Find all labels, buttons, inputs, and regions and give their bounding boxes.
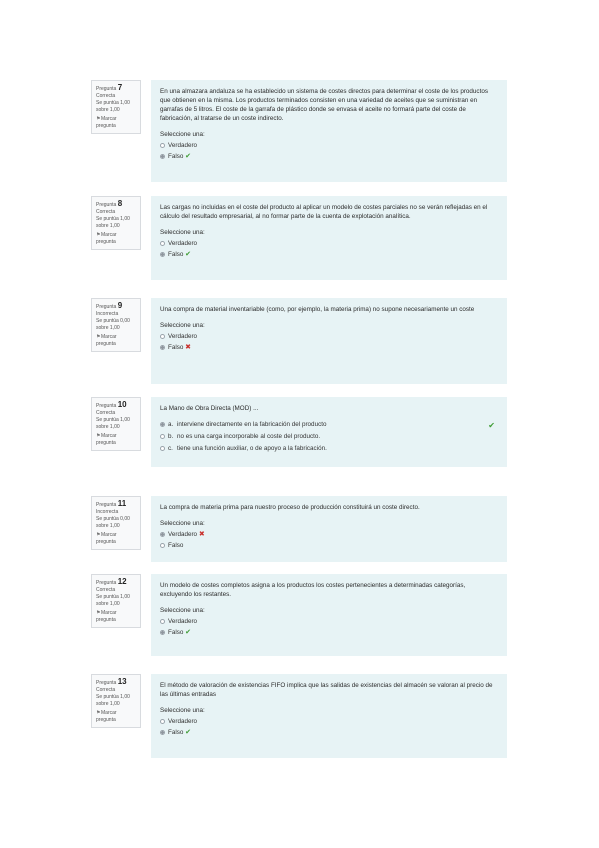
question-score: Se puntúa 1,00 sobre 1,00	[96, 417, 130, 430]
radio-button[interactable]	[160, 446, 165, 451]
question-text: Una compra de material inventariable (como, por ejemplo, la materia prima) no supone necesariamente un coste	[160, 306, 475, 313]
question-status: Correcta	[96, 587, 116, 593]
question-text: El método de valoración de existencias FIFO implica que las salidas de existencias del almacén se valoran al precio de las últimas entradas	[160, 682, 493, 698]
flag-question-link[interactable]: ⚑Marcar pregunta	[96, 334, 117, 347]
select-one-label: Seleccione una:	[160, 131, 205, 138]
question-status: Correcta	[96, 209, 116, 215]
option-falso[interactable]: Falso ✔	[160, 152, 498, 161]
check-icon: ✔	[488, 421, 495, 430]
question-status: Incorrecta	[96, 509, 119, 515]
select-one-label: Seleccione una:	[160, 322, 205, 329]
question-text: La Mano de Obra Directa (MOD) ...	[160, 405, 259, 412]
flag-question-link[interactable]: ⚑Marcar pregunta	[96, 710, 117, 723]
flag-question-link[interactable]: ⚑Marcar pregunta	[96, 610, 117, 623]
question-info	[91, 298, 141, 352]
flag-icon: ⚑	[96, 334, 101, 340]
question-score: Se puntúa 0,00 sobre 1,00	[96, 516, 130, 529]
question-info	[91, 496, 141, 550]
radio-button-selected[interactable]	[160, 730, 165, 735]
radio-button-selected[interactable]	[160, 252, 165, 257]
question-number: Pregunta 9	[96, 301, 123, 310]
question-number: Pregunta 7	[96, 83, 123, 92]
option-verdadero[interactable]: Verdadero	[160, 141, 498, 150]
question-score: Se puntúa 1,00 sobre 1,00	[96, 216, 130, 229]
check-icon: ✔	[185, 153, 192, 160]
option-verdadero[interactable]: Verdadero	[160, 617, 498, 626]
option-a[interactable]: a. interviene directamente en la fabricación del producto	[160, 420, 498, 429]
radio-button[interactable]	[160, 241, 165, 246]
option-falso[interactable]: Falso ✔	[160, 728, 498, 737]
question-info	[91, 574, 141, 628]
question-number: Pregunta 12	[96, 577, 127, 586]
question-content	[151, 574, 507, 656]
question-score: Se puntúa 1,00 sobre 1,00	[96, 100, 130, 113]
option-verdadero[interactable]: Verdadero	[160, 717, 498, 726]
radio-button-selected[interactable]	[160, 345, 165, 350]
question-content	[151, 80, 507, 182]
flag-question-link[interactable]: ⚑Marcar pregunta	[96, 116, 117, 129]
option-falso[interactable]: Falso ✔	[160, 628, 498, 637]
check-icon: ✔	[185, 729, 192, 736]
option-verdadero[interactable]: Verdadero	[160, 332, 498, 341]
question-status: Correcta	[96, 687, 116, 693]
question-status: Incorrecta	[96, 311, 119, 317]
question-text: Las cargas no incluidas en el coste del producto al aplicar un modelo de costes parciales no se verán reflejadas en el cálculo del resultado empresarial, al no formar parte de la cuenta de explotación analítica.	[160, 204, 488, 220]
option-falso[interactable]: Falso ✖	[160, 343, 498, 352]
radio-button[interactable]	[160, 719, 165, 724]
option-verdadero[interactable]: Verdadero	[160, 239, 498, 248]
flag-icon: ⚑	[96, 610, 101, 616]
radio-button[interactable]	[160, 434, 165, 439]
option-b[interactable]: b. no es una carga incorporable al coste del producto.	[160, 432, 498, 441]
select-one-label: Seleccione una:	[160, 607, 205, 614]
question-number: Pregunta 13	[96, 677, 127, 686]
question-info	[91, 80, 141, 134]
question-status: Correcta	[96, 410, 116, 416]
radio-button[interactable]	[160, 334, 165, 339]
question-text: En una almazara andaluza se ha establecido un sistema de costes directos para determinar el coste de los productos que obtienen en la misma. Los productos terminados consisten en una variedad de aceites que se suministran en garrafas de 5 litros. El coste de la garrafa de plástico donde se envasa el aceite no formará parte del coste de fabricación, al tratarse de un coste indirecto.	[160, 88, 488, 122]
question-info	[91, 674, 141, 728]
question-content	[151, 496, 507, 562]
flag-icon: ⚑	[96, 532, 101, 538]
question-text: La compra de materia prima para nuestro proceso de producción constituirá un coste directo.	[160, 504, 420, 511]
question-content	[151, 298, 507, 384]
question-score: Se puntúa 1,00 sobre 1,00	[96, 594, 130, 607]
select-one-label: Seleccione una:	[160, 229, 205, 236]
option-falso[interactable]: Falso	[160, 541, 498, 550]
check-icon: ✔	[185, 251, 192, 258]
option-c[interactable]: c. tiene una función auxiliar, o de apoyo a la fabricación.	[160, 444, 498, 453]
flag-icon: ⚑	[96, 232, 101, 238]
radio-button-selected[interactable]	[160, 154, 165, 159]
radio-button[interactable]	[160, 543, 165, 548]
flag-question-link[interactable]: ⚑Marcar pregunta	[96, 532, 117, 545]
select-one-label: Seleccione una:	[160, 520, 205, 527]
question-score: Se puntúa 0,00 sobre 1,00	[96, 318, 130, 331]
radio-button-selected[interactable]	[160, 532, 165, 537]
question-content	[151, 674, 507, 758]
flag-question-link[interactable]: ⚑Marcar pregunta	[96, 433, 117, 446]
question-number: Pregunta 11	[96, 499, 127, 508]
question-number: Pregunta 8	[96, 199, 123, 208]
radio-button-selected[interactable]	[160, 630, 165, 635]
flag-icon: ⚑	[96, 433, 101, 439]
flag-icon: ⚑	[96, 116, 101, 122]
flag-icon: ⚑	[96, 710, 101, 716]
radio-button[interactable]	[160, 143, 165, 148]
question-status: Correcta	[96, 93, 116, 99]
question-content	[151, 196, 507, 280]
radio-button[interactable]	[160, 619, 165, 624]
radio-button-selected[interactable]	[160, 422, 165, 427]
check-icon: ✔	[185, 629, 192, 636]
option-falso[interactable]: Falso ✔	[160, 250, 498, 259]
question-score: Se puntúa 1,00 sobre 1,00	[96, 694, 130, 707]
question-text: Un modelo de costes completos asigna a los productos los costes pertenecientes a determinadas categorías, excluyendo los restantes.	[160, 582, 466, 598]
cross-icon: ✖	[198, 531, 205, 538]
question-content	[151, 397, 507, 467]
flag-question-link[interactable]: ⚑Marcar pregunta	[96, 232, 117, 245]
options-list	[160, 420, 498, 453]
cross-icon: ✖	[185, 344, 192, 351]
question-info	[91, 397, 141, 451]
question-info	[91, 196, 141, 250]
select-one-label: Seleccione una:	[160, 707, 205, 714]
question-number: Pregunta 10	[96, 400, 127, 409]
option-verdadero[interactable]: Verdadero ✖	[160, 530, 498, 539]
